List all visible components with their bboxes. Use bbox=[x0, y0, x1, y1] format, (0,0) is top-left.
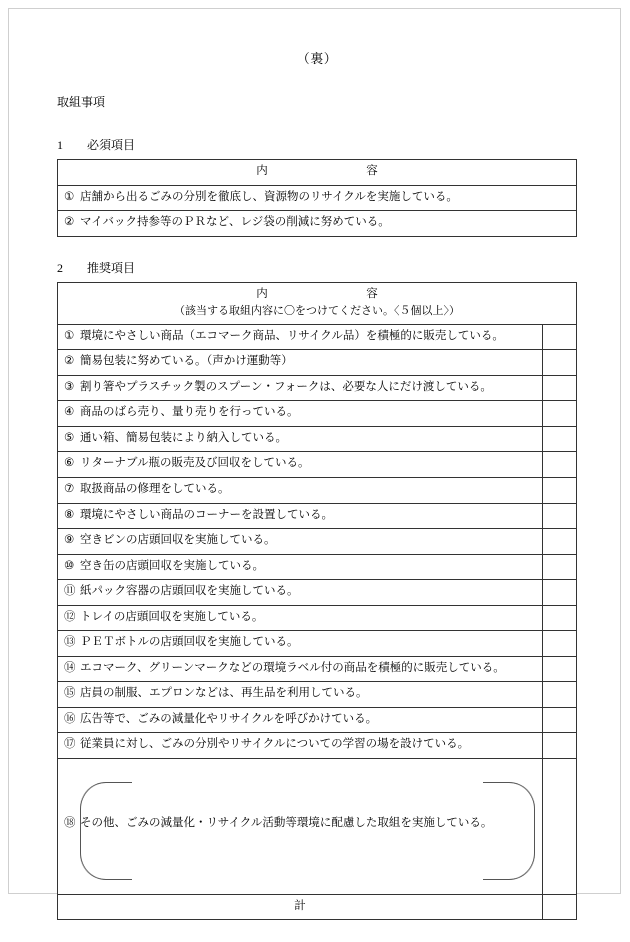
item-number: ① bbox=[64, 329, 75, 342]
item-number: ④ bbox=[64, 406, 75, 419]
table-row bbox=[58, 375, 577, 401]
section-1-number: 1 bbox=[57, 138, 63, 152]
table-header-row bbox=[58, 160, 577, 186]
item-number: ⑪ bbox=[64, 585, 76, 598]
table-row-free-entry bbox=[58, 758, 577, 894]
item-text: その他、ごみの減量化・リサイクル活動等環境に配慮した取組を実施している。 bbox=[80, 816, 493, 829]
table-row bbox=[58, 324, 577, 350]
item-number: ③ bbox=[64, 380, 75, 393]
mark-cell-7[interactable] bbox=[543, 478, 577, 504]
table-row bbox=[58, 211, 577, 237]
total-label: 計 bbox=[58, 894, 543, 920]
recommended-item-3 bbox=[58, 375, 543, 401]
item-number: ⑨ bbox=[64, 534, 75, 547]
table-row bbox=[58, 503, 577, 529]
item-text: エコマーク、グリーンマークなどの環境ラベル付の商品を積極的に販売している。 bbox=[80, 661, 505, 674]
section-2-heading bbox=[57, 259, 577, 276]
page-marker: （裏） bbox=[296, 51, 338, 66]
item-number: ② bbox=[64, 216, 75, 229]
required-items-table bbox=[57, 159, 577, 237]
item-number: ⑱ bbox=[64, 816, 76, 829]
required-header-content: 内 容 bbox=[58, 160, 577, 186]
mark-cell-8[interactable] bbox=[543, 503, 577, 529]
recommended-item-14 bbox=[58, 656, 543, 682]
item-text: 環境にやさしい商品のコーナーを設置している。 bbox=[80, 508, 333, 521]
recommended-item-16 bbox=[58, 707, 543, 733]
table-row bbox=[58, 631, 577, 657]
mark-cell-12[interactable] bbox=[543, 605, 577, 631]
section-2-number: 2 bbox=[57, 260, 63, 275]
free-text-brace[interactable] bbox=[80, 783, 535, 879]
mark-cell-13[interactable] bbox=[543, 631, 577, 657]
recommended-item-8 bbox=[58, 503, 543, 529]
recommended-item-4 bbox=[58, 401, 543, 427]
item-number: ⑧ bbox=[64, 508, 75, 521]
recommended-item-6 bbox=[58, 452, 543, 478]
item-text: 取扱商品の修理をしている。 bbox=[80, 483, 230, 495]
item-text: 広告等で、ごみの減量化やリサイクルを呼びかけている。 bbox=[80, 712, 378, 725]
item-text: 割り箸やプラスチック製のスプーン・フォークは、必要な人にだけ渡している。 bbox=[80, 380, 492, 393]
recommended-item-17 bbox=[58, 733, 543, 759]
table-row bbox=[58, 733, 577, 759]
document-content bbox=[57, 48, 577, 942]
mark-cell-10[interactable] bbox=[543, 554, 577, 580]
table-row bbox=[58, 478, 577, 504]
mark-cell-9[interactable] bbox=[543, 529, 577, 555]
required-item-1 bbox=[58, 185, 577, 211]
table-row bbox=[58, 401, 577, 427]
mark-cell-11[interactable] bbox=[543, 580, 577, 606]
item-text: 空き缶の店頭回収を実施している。 bbox=[80, 559, 264, 572]
recommended-header-note: （該当する取組内容に〇をつけてください。〈５個以上〉） bbox=[174, 305, 460, 318]
table-header-row bbox=[58, 282, 577, 324]
recommended-item-7 bbox=[58, 478, 543, 504]
recommended-item-10 bbox=[58, 554, 543, 580]
item-number: ⑭ bbox=[64, 661, 76, 674]
mark-cell-1[interactable] bbox=[543, 324, 577, 350]
table-row bbox=[58, 554, 577, 580]
table-row bbox=[58, 350, 577, 376]
mark-cell-14[interactable] bbox=[543, 656, 577, 682]
recommended-item-1 bbox=[58, 324, 543, 350]
table-row bbox=[58, 452, 577, 478]
item-text: マイバック持参等のＰＲなど、レジ袋の削減に努めている。 bbox=[80, 216, 390, 229]
mark-cell-5[interactable] bbox=[543, 426, 577, 452]
recommended-item-9 bbox=[58, 529, 543, 555]
mark-cell-3[interactable] bbox=[543, 375, 577, 401]
table-row bbox=[58, 682, 577, 708]
item-text: 商品のばら売り、量り売りを行っている。 bbox=[80, 406, 299, 419]
recommended-item-11 bbox=[58, 580, 543, 606]
item-number: ⑤ bbox=[64, 431, 75, 444]
item-text: 簡易包装に努めている。（声かけ運動等） bbox=[80, 355, 293, 368]
mark-cell-16[interactable] bbox=[543, 707, 577, 733]
table-row bbox=[58, 529, 577, 555]
item-number: ⑩ bbox=[64, 559, 75, 572]
recommended-item-13 bbox=[58, 631, 543, 657]
item-text: 紙パック容器の店頭回収を実施している。 bbox=[80, 585, 299, 598]
item-text: 環境にやさしい商品（エコマーク商品、リサイクル品）を積極的に販売している。 bbox=[80, 329, 504, 342]
item-text: 店員の制服、エプロンなどは、再生品を利用している。 bbox=[80, 687, 368, 700]
item-text: 通い箱、簡易包装により納入している。 bbox=[80, 431, 287, 444]
table-row bbox=[58, 185, 577, 211]
page-title: 取組事項 bbox=[57, 95, 106, 109]
mark-cell-2[interactable] bbox=[543, 350, 577, 376]
item-number: ② bbox=[64, 355, 75, 368]
recommended-item-2 bbox=[58, 350, 543, 376]
total-value[interactable] bbox=[543, 894, 577, 920]
brace-corner-top-right bbox=[483, 782, 535, 809]
item-text: 店舗から出るごみの分別を徹底し、資源物のリサイクルを実施している。 bbox=[80, 190, 458, 203]
mark-cell-4[interactable] bbox=[543, 401, 577, 427]
recommended-items-table bbox=[57, 282, 577, 921]
item-text: ＰＥＴボトルの店頭回収を実施している。 bbox=[80, 636, 299, 649]
recommended-header-content: 内 容 bbox=[256, 287, 394, 300]
table-row bbox=[58, 580, 577, 606]
item-text: 従業員に対し、ごみの分別やリサイクルについての学習の場を設けている。 bbox=[80, 738, 470, 751]
section-1-heading bbox=[57, 136, 577, 153]
recommended-item-5 bbox=[58, 426, 543, 452]
section-1-label: 必須項目 bbox=[87, 138, 136, 152]
item-text: 空きビンの店頭回収を実施している。 bbox=[80, 534, 276, 547]
recommended-item-15 bbox=[58, 682, 543, 708]
recommended-item-18 bbox=[58, 758, 543, 894]
mark-cell-18[interactable] bbox=[543, 758, 577, 894]
item-number: ⑥ bbox=[64, 457, 75, 470]
mark-cell-17[interactable] bbox=[543, 733, 577, 759]
brace-corner-bottom-right bbox=[483, 853, 535, 880]
item-number: ⑯ bbox=[64, 712, 76, 725]
item-number: ⑰ bbox=[64, 738, 76, 751]
section-2-label: 推奨項目 bbox=[87, 260, 136, 275]
item-text: リターナブル瓶の販売及び回収をしている。 bbox=[80, 457, 310, 470]
item-number: ⑫ bbox=[64, 610, 76, 623]
table-row bbox=[58, 605, 577, 631]
recommended-item-12 bbox=[58, 605, 543, 631]
item-number: ⑬ bbox=[64, 636, 76, 649]
required-item-2 bbox=[58, 211, 577, 237]
table-row bbox=[58, 707, 577, 733]
recommended-header bbox=[58, 282, 577, 324]
item-text: トレイの店頭回収を実施している。 bbox=[80, 610, 264, 623]
item-number: ① bbox=[64, 190, 75, 203]
item-number: ⑦ bbox=[64, 483, 75, 495]
table-row-total bbox=[58, 894, 577, 920]
table-row bbox=[58, 656, 577, 682]
mark-cell-15[interactable] bbox=[543, 682, 577, 708]
item-number: ⑮ bbox=[64, 687, 76, 700]
table-row bbox=[58, 426, 577, 452]
mark-cell-6[interactable] bbox=[543, 452, 577, 478]
